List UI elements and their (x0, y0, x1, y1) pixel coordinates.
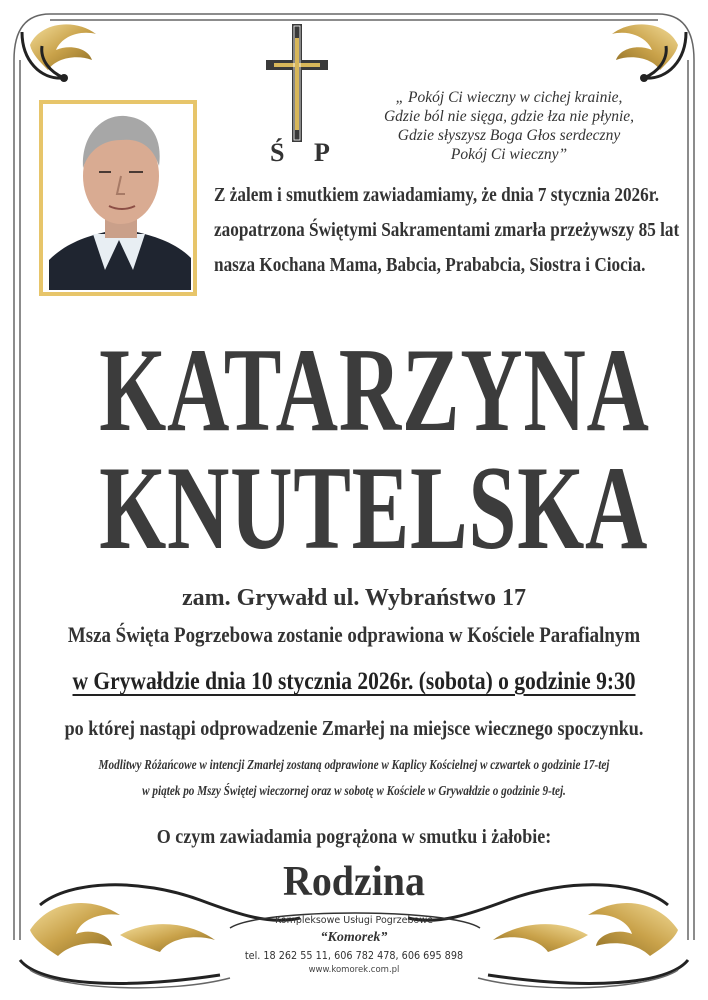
intro-line: zaopatrzona Świętymi Sakramentami zmarła przeżywszy 85 lat (214, 219, 680, 241)
deceased-first-name: KATARZYNA (99, 323, 650, 456)
funeral-mass-line-1: Msza Święta Pogrzebowa zostanie odprawiona w Kościele Parafialnym (67, 622, 641, 647)
company-tagline: Kompleksowe Usługi Pogrzebowe (275, 915, 433, 926)
cross-icon (262, 24, 332, 144)
portrait-photo (49, 110, 191, 290)
poem-line: Gdzie ból nie sięga, gdzie łza nie płynie, (383, 108, 635, 125)
poem (334, 88, 684, 164)
cross-initial-right: P (314, 138, 330, 167)
ornament-top-right (612, 24, 686, 82)
procession-info: po której nastąpi odprowadzenie Zmarłej na miejsce wiecznego spoczynku. (64, 716, 644, 740)
cross-initial-left: Ś (270, 138, 285, 167)
company-website[interactable]: www.komorek.com.pl (308, 965, 400, 975)
family-notice: O czym zawiadamia pogrążona w smutku i żałobie: (156, 826, 552, 848)
deceased-last-name: KNUTELSKA (99, 441, 649, 574)
intro-line: Z żalem i smutkiem zawiadamiamy, że dnia 7 stycznia 2026r. (214, 184, 660, 206)
poem-line: Pokój Ci wieczny” (450, 146, 568, 163)
company-phones: tel. 18 262 55 11, 606 782 478, 606 695 898 (244, 950, 464, 962)
funeral-mass-line-2: w Grywałdzie dnia 10 stycznia 2026r. (sobota) o godzinie 9:30 (72, 668, 636, 695)
ornament-top-left (22, 24, 96, 82)
intro-line: nasza Kochana Mama, Babcia, Prababcia, Siostra i Ciocia. (214, 254, 646, 276)
portrait-frame (39, 100, 197, 296)
poem-line: „ Pokój Ci wieczny w cichej krainie, (395, 89, 623, 106)
company-name: “Komorek” (320, 930, 388, 945)
rosary-info-line-2: w piątek po Mszy Świętej wieczornej oraz w sobotę w Kościele w Grywałdzie o godzinie 9-tej. (142, 784, 566, 799)
address: zam. Grywałd ul. Wybraństwo 17 (181, 585, 526, 611)
rosary-info-line-1: Modlitwy Różańcowe w intencji Zmarłej zostaną odprawione w Kaplicy Kościelnej w czwartek o godzinie 17-tej (98, 758, 610, 773)
poem-line: Gdzie słyszysz Boga Głos serdeczny (397, 127, 621, 144)
announcement-intro (214, 178, 679, 283)
family-signature: Rodzina (283, 859, 425, 905)
